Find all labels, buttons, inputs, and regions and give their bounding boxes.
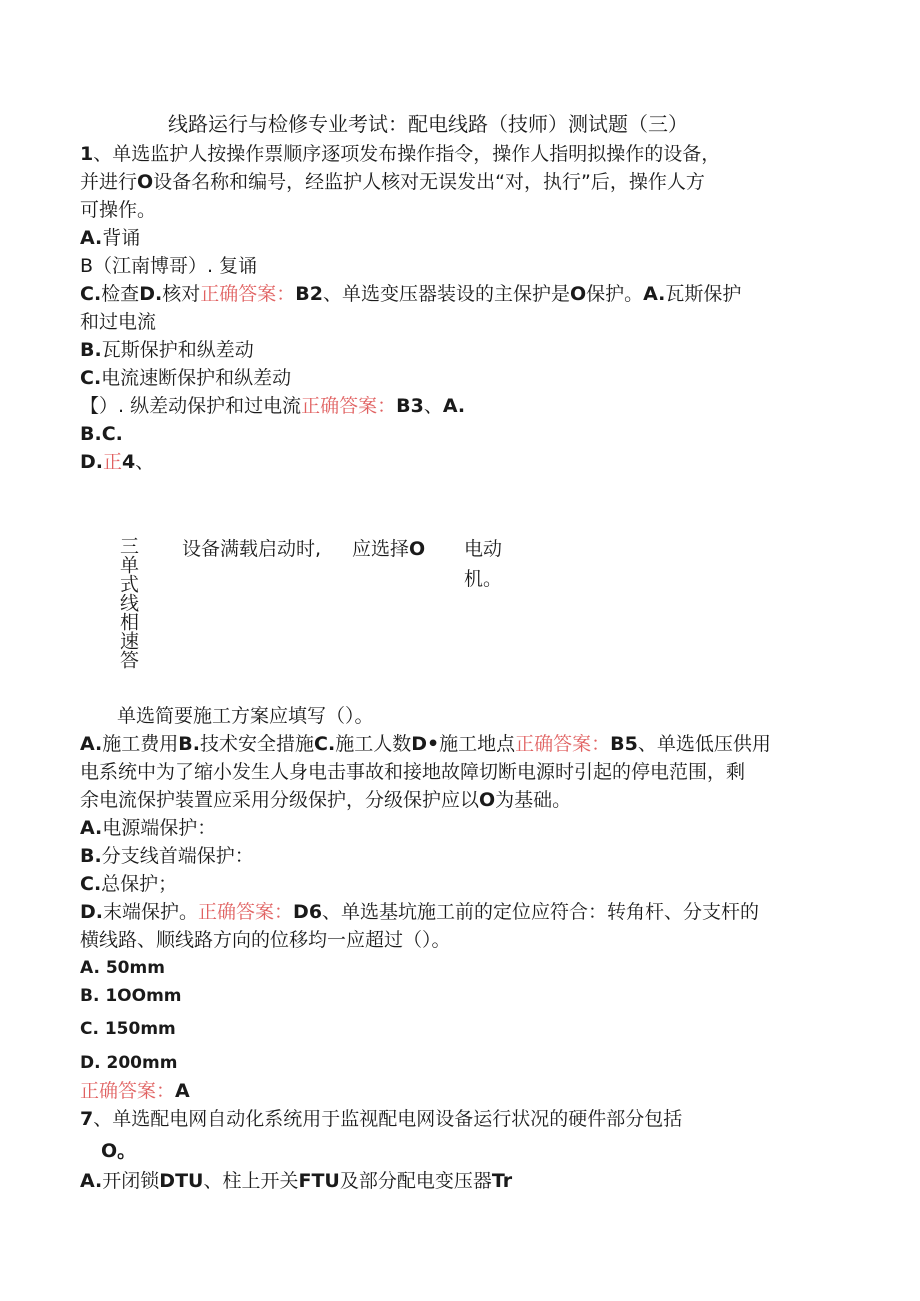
- q1-line1: 1、单选监护人按操作票顺序逐项发布操作指令，操作人指明拟操作的设备，: [80, 143, 721, 165]
- q1-line2: 并进行O设备名称和编号，经监护人核对无误发出“对，执行”后，操作人方: [80, 171, 705, 193]
- q7-line1: 7、单选配电网自动化系统用于监视配电网设备运行状况的硬件部分包括: [80, 1108, 683, 1130]
- table-vertical-text: 三单式线相速答: [117, 536, 139, 669]
- q2-option-d: 【）. 纵差动保护和过电流正确答案：B3、A.: [80, 395, 466, 417]
- q1-option-b: B（江南博哥）. 复诵: [80, 255, 258, 277]
- q5-option-d-q6: D.末端保护。正确答案：D6、单选基坑施工前的定位应符合：转角杆、分支杆的: [80, 901, 760, 923]
- q7-blank: O。: [101, 1140, 137, 1162]
- q4-options-q5: A.施工费用B.技术安全措施C.施工人数D•施工地点正确答案：B5、单选低压供用: [80, 733, 771, 755]
- q1-option-cd-q2: C.检查D.核对正确答案：B2、单选变压器装设的主保护是O保护。A.瓦斯保护: [80, 283, 742, 305]
- q2-option-b: B.瓦斯保护和纵差动: [80, 339, 254, 361]
- q6-answer: 正确答案：A: [80, 1080, 190, 1102]
- table-cell-2: 应选择O: [352, 538, 426, 560]
- q3-option-d: D.正4、: [80, 451, 155, 473]
- q6-option-a: A. 50mm: [80, 958, 165, 978]
- table-cell-1: 设备满载启动时,: [182, 538, 322, 560]
- q5-option-c: C.总保护；: [80, 873, 178, 895]
- table-cell-3: 电动机。: [464, 538, 503, 590]
- q2-option-a-cont: 和过电流: [80, 311, 157, 333]
- q2-option-c: C.电流速断保护和纵差动: [80, 367, 292, 389]
- q1-line3: 可操作。: [80, 199, 157, 221]
- q4-text: 单选简要施工方案应填写（）。: [117, 705, 374, 727]
- page-title: 线路运行与检修专业考试：配电线路（技师）测试题（三）: [168, 112, 688, 136]
- q6-line2: 横线路、顺线路方向的位移均一应超过（）。: [80, 929, 451, 951]
- q5-line3: 余电流保护装置应采用分级保护，分级保护应以O为基础。: [80, 789, 572, 811]
- q6-option-b: B. 1OOmm: [80, 986, 182, 1006]
- q1-option-a: A.背诵: [80, 227, 141, 249]
- q3-option-bc: B.C.: [80, 423, 123, 445]
- q5-option-a: A.电源端保护：: [80, 817, 217, 839]
- q5-line2: 电系统中为了缩小发生人身电击事故和接地故障切断电源时引起的停电范围，剩: [80, 761, 746, 783]
- q5-option-b: B.分支线首端保护：: [80, 845, 254, 867]
- q7-option-a: A.开闭锁DTU、柱上开关FTU及部分配电变压器Tr: [80, 1170, 513, 1192]
- q6-option-c: C. 150mm: [80, 1019, 176, 1039]
- q6-option-d: D. 200mm: [80, 1053, 178, 1073]
